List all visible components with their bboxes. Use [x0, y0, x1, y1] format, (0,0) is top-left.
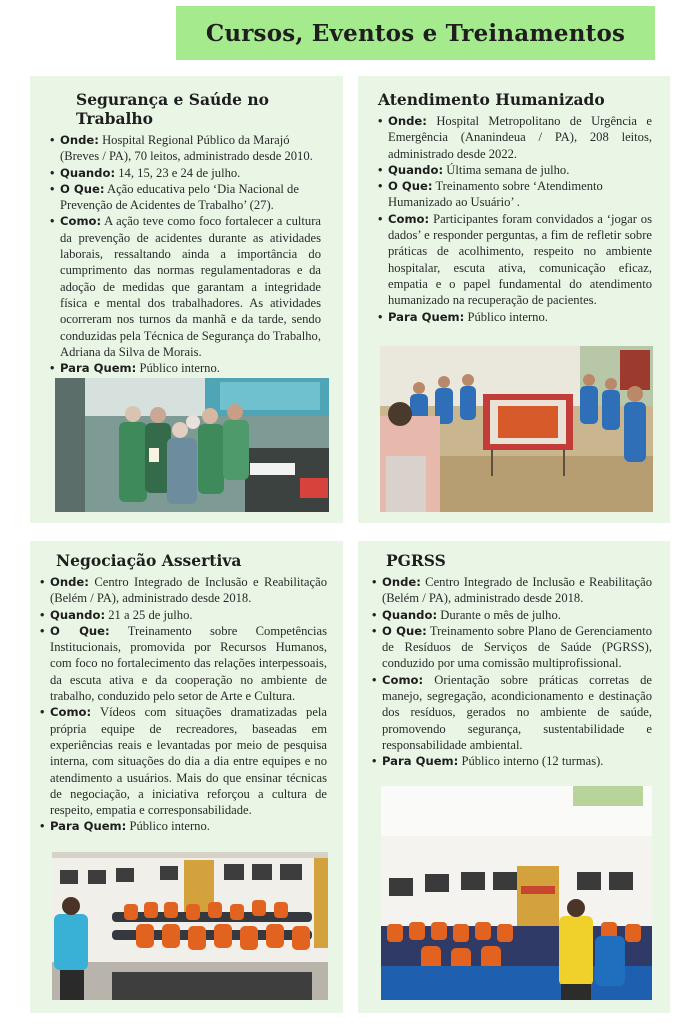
- detail-onde: • Onde: Centro Integrado de Inclusão e Reabilitação (Belém / PA), administrado desde 2018.: [372, 574, 652, 607]
- photo-negotiation-auditorium: [52, 852, 328, 1000]
- card-details: [50, 132, 321, 376]
- detail-onde: • Onde: Hospital Regional Público da Marajó (Breves / PA), 70 leitos, administrado desde 2010.: [50, 132, 321, 165]
- detail-como: • Como: A ação teve como foco fortalecer a cultura da prevenção de acidentes durante as atividades laborais, ressaltando ainda a importância do cumprimento das normas regulamentadoras e da adoção de medidas que garantam a integridade física e mental dos trabalhadores. As atividades ocorreram nos turnos da manhã e da tarde, sendo conduzidas pela Técnica de Segurança do Trabalho, Adriana da Silva de Morais.: [50, 213, 321, 360]
- detail-para-quem: • Para Quem: Público interno (12 turmas).: [372, 753, 652, 769]
- photo-humanized-care-training: [380, 346, 653, 512]
- detail-quando: • Quando: 14, 15, 23 e 24 de julho.: [50, 165, 321, 181]
- detail-quando: • Quando: Durante o mês de julho.: [372, 607, 652, 623]
- detail-para-quem: • Para Quem: Público interno.: [50, 360, 321, 376]
- card-title: Segurança e Saúde no Trabalho: [76, 90, 269, 128]
- page-title: Cursos, Eventos e Treinamentos: [205, 19, 626, 47]
- detail-para-quem: • Para Quem: Público interno.: [40, 818, 327, 834]
- photo-pgrss-auditorium: [381, 786, 652, 1000]
- detail-quando: • Quando: 21 a 25 de julho.: [40, 607, 327, 623]
- detail-oque: • O Que: Treinamento sobre ‘Atendimento Humanizado ao Usuário’ .: [378, 178, 652, 211]
- card-title: Negociação Assertiva: [56, 551, 242, 570]
- detail-para-quem: • Para Quem: Público interno.: [378, 309, 652, 325]
- detail-oque: • O Que: Treinamento sobre Competências Institucionais, promovida por Recursos Humanos, com foco no fortalecimento das relações interpessoais, da escuta ativa e da cooperação no ambiente de trabalho, conduzido pelo setor de Arte e Cultura.: [40, 623, 327, 704]
- detail-como: • Como: Vídeos com situações dramatizadas pela própria equipe de recreadores, baseadas em experiências reais e levantadas por meio de pesquisa interna, com situações do dia a dia entre equipes e no atendimento a usuários. Mais do que ensinar técnicas de negociação, a iniciativa reforçou a cultura de respeito, empatia e corresponsabilidade.: [40, 704, 327, 818]
- card-details: [378, 113, 652, 325]
- photo-safety-team: [55, 378, 329, 512]
- card-title: PGRSS: [386, 551, 446, 570]
- card-details: [40, 574, 327, 835]
- page-header: [176, 6, 655, 60]
- detail-como: • Como: Orientação sobre práticas corretas de manejo, segregação, acondicionamento e destinação dos resíduos, gerados no ambiente de saúde, promovendo segurança, sustentabilidade e responsabilidade ambiental.: [372, 672, 652, 753]
- card-details: [372, 574, 652, 770]
- detail-como: • Como: Participantes foram convidados a ‘jogar os dados’ e responder perguntas, a fim de refletir sobre práticas de acolhimento, respeito no ambiente hospitalar, escuta ativa, comunicação eficaz, empatia e o papel fundamental do atendimento humanizado na recuperação de pacientes.: [378, 211, 652, 309]
- detail-oque: • O Que: Treinamento sobre Plano de Gerenciamento de Resíduos de Serviços de Saúde (PGRSS), conduzido por uma comissão multiprofissional.: [372, 623, 652, 672]
- card-title: Atendimento Humanizado: [378, 90, 605, 109]
- detail-onde: • Onde: Centro Integrado de Inclusão e Reabilitação (Belém / PA), administrado desde 2018.: [40, 574, 327, 607]
- detail-onde: • Onde: Hospital Metropolitano de Urgência e Emergência (Ananindeua / PA), 208 leitos, administrado desde 2022.: [378, 113, 652, 162]
- detail-quando: • Quando: Última semana de julho.: [378, 162, 652, 178]
- detail-oque: • O Que: Ação educativa pelo ‘Dia Nacional de Prevenção de Acidentes de Trabalho’ (27).: [50, 181, 321, 214]
